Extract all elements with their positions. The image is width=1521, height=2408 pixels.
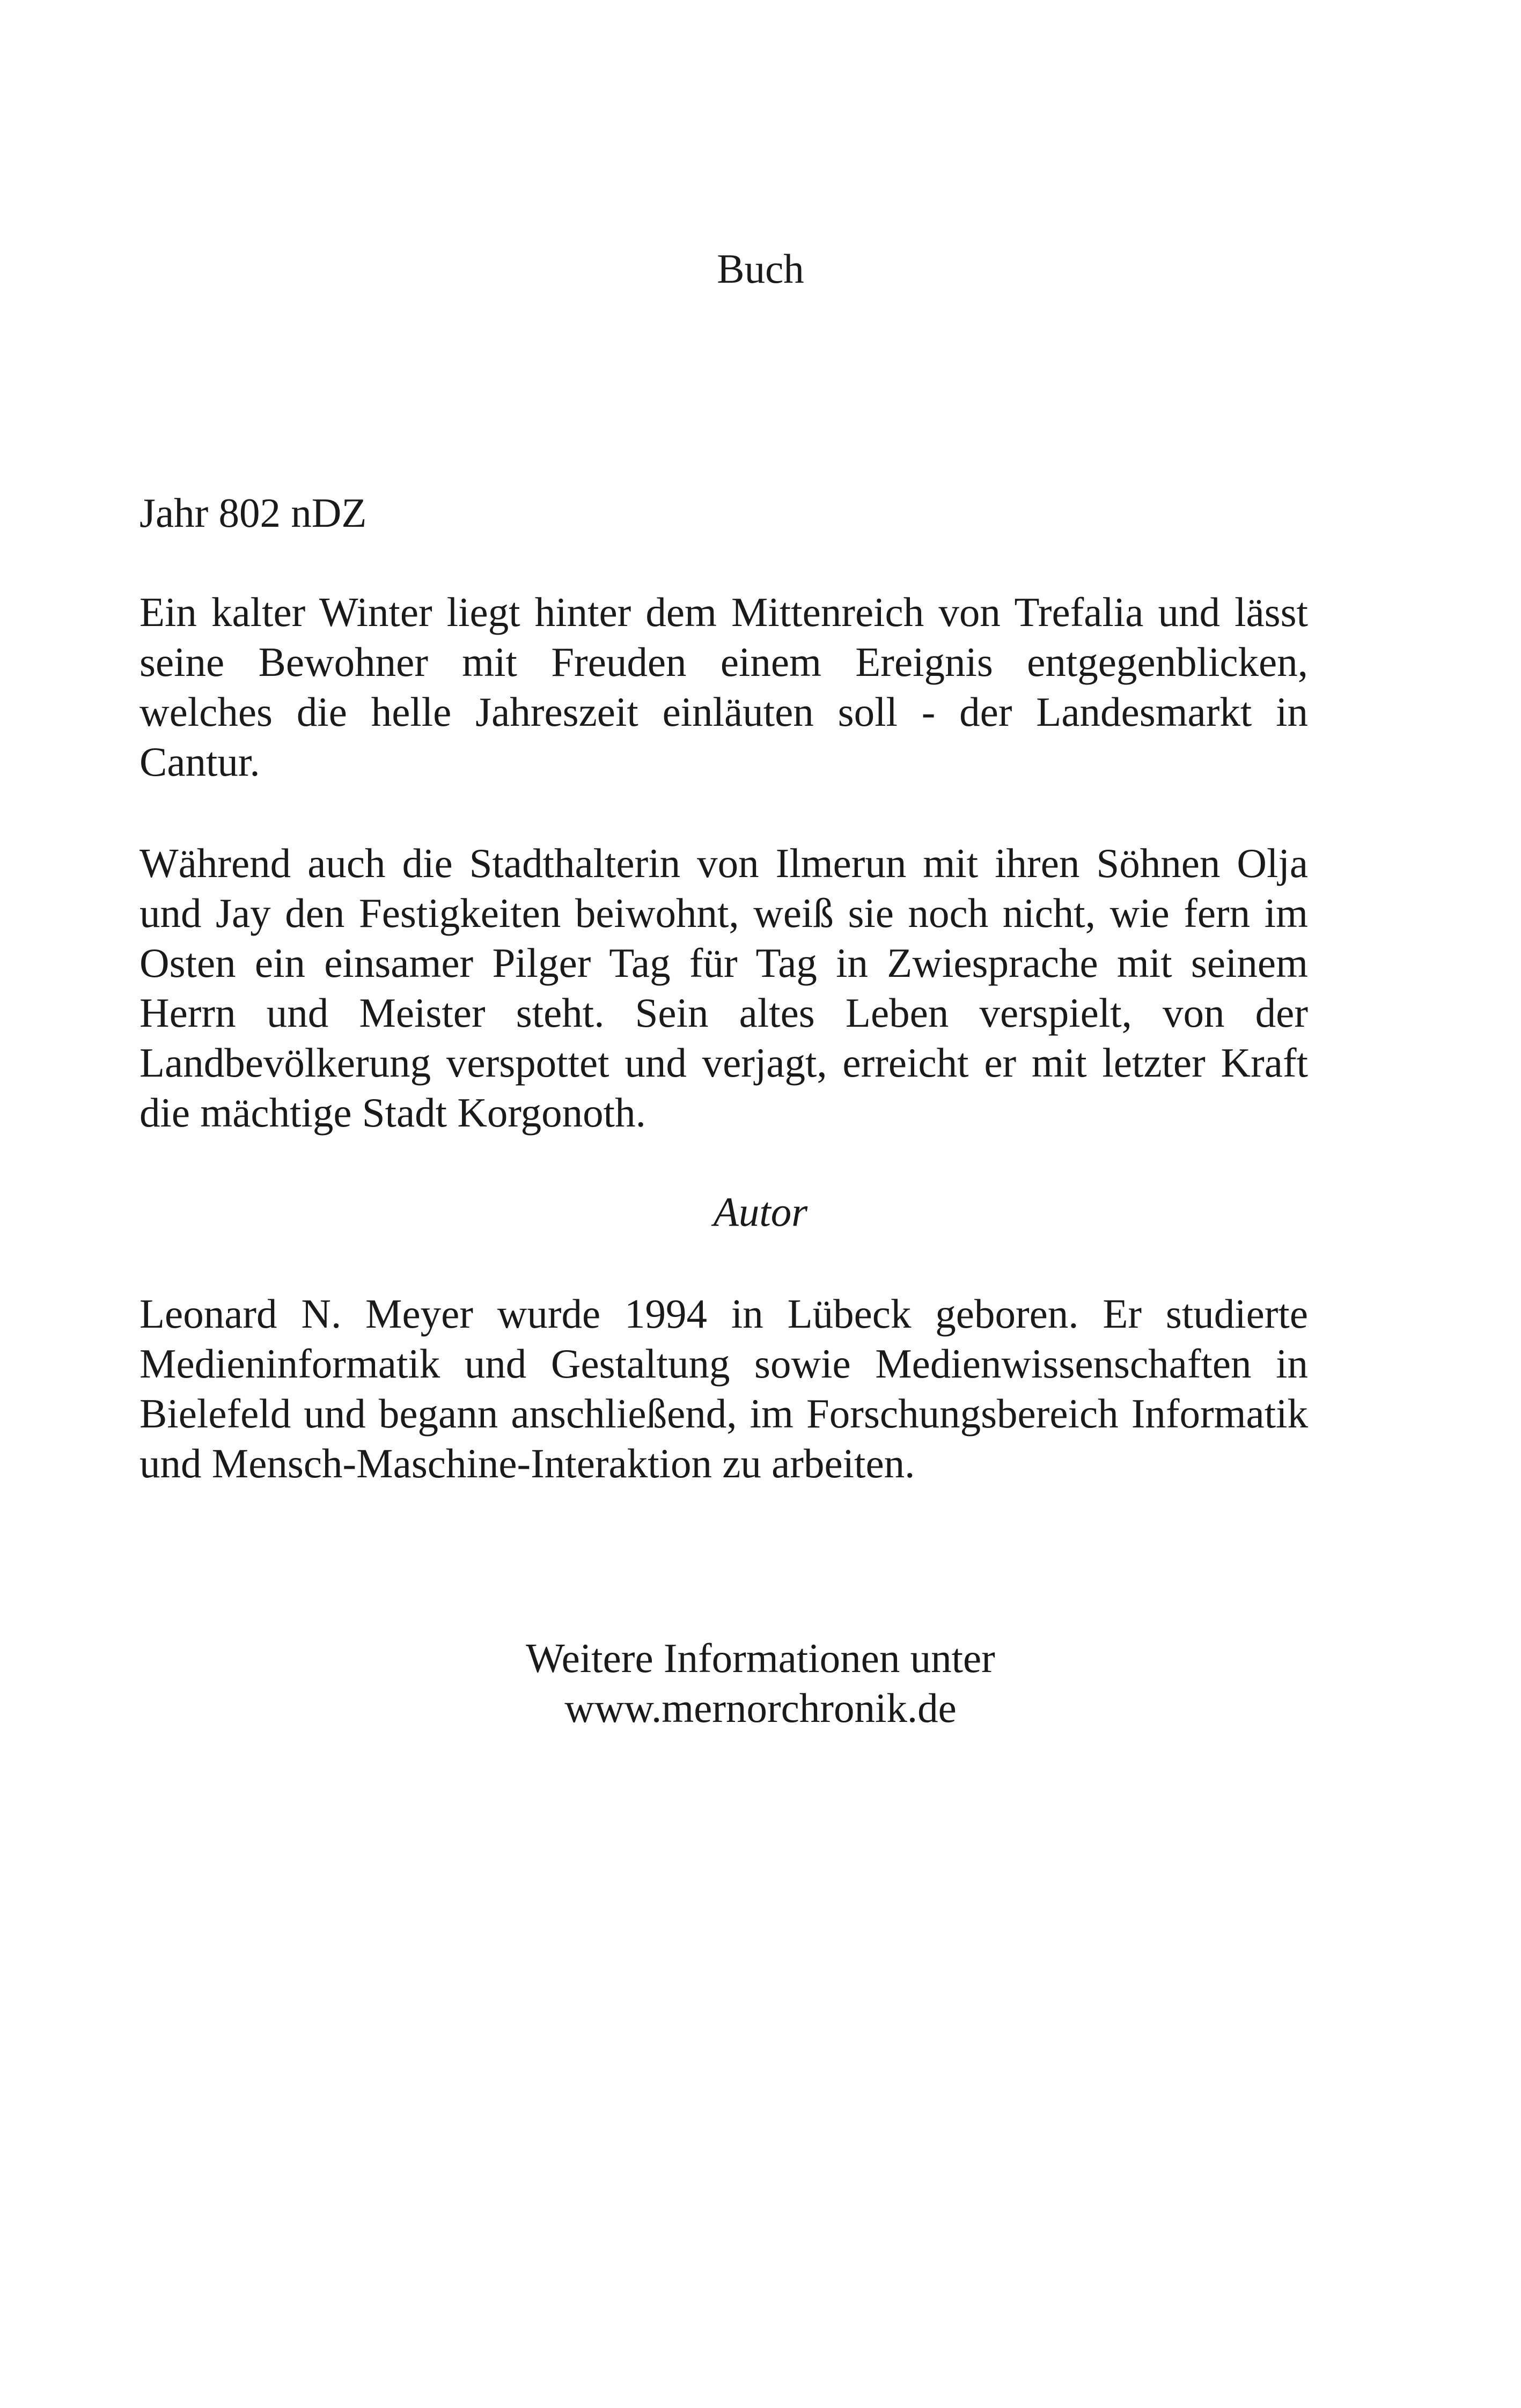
author-heading: Autor — [713, 1189, 808, 1235]
author-bio-paragraph: Leonard N. Meyer wurde 1994 in Lübeck geboren. Er studierte Medieninformatik und Gestaltung sowie Medienwissenschaften in Bielefeld und begann anschließend, im Forschungsbereich Informatik und Mensch-Maschine-Interaktion zu arbeiten. — [139, 1291, 1308, 1486]
website-link[interactable]: www.mernorchronik.de — [564, 1685, 957, 1731]
book-description-paragraph-1: Ein kalter Winter liegt hinter dem Mittenreich von Trefalia und lässt seine Bewohner mit Freuden einem Ereignis entgegenblicken, welches die helle Jahreszeit einläuten soll - der Landesmarkt in Cantur. — [139, 589, 1308, 785]
book-description-paragraph-2: Während auch die Stadthalterin von Ilmerun mit ihren Söhnen Olja und Jay den Festigkeiten beiwohnt, weiß sie noch nicht, wie fern im Osten ein einsamer Pilger Tag für Tag in Zwiesprache mit seinem Herrn und Meister steht. Sein altes Leben verspielt, von der Landbevölkerung verspottet und verjagt, erreicht er mit letzter Kraft die mächtige Stadt Korgonoth. — [139, 840, 1308, 1136]
year-line: Jahr 802 nDZ — [139, 490, 367, 536]
book-heading: Buch — [717, 246, 804, 292]
more-info-line: Weitere Informationen unter — [526, 1635, 995, 1681]
